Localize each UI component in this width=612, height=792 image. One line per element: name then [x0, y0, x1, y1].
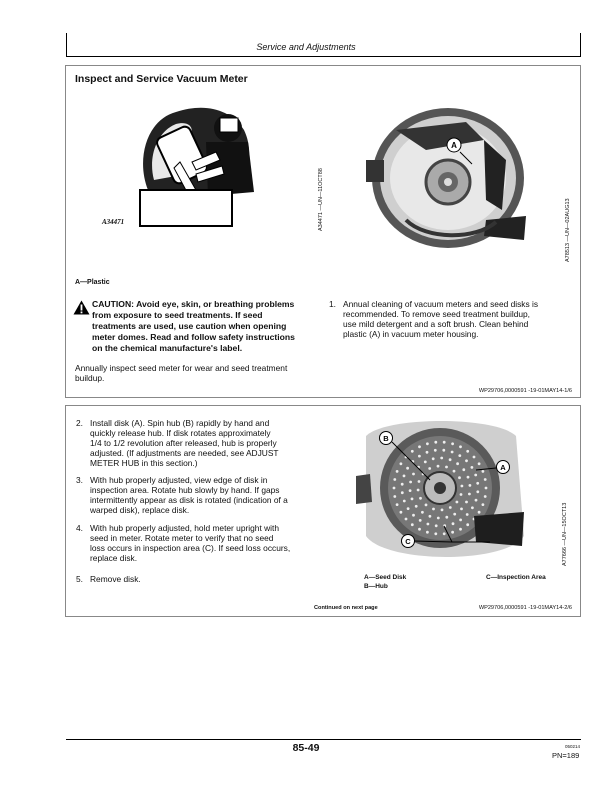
caution-line-3: treatments are used, use caution when opening [92, 321, 287, 331]
step-4-line-2: seed in meter. Rotate meter to verify that no seed [90, 533, 274, 543]
step-1-line-4: plastic (A) in vacuum meter housing. [343, 329, 479, 339]
step-2-line-2: quickly release hub. If disk rotates approximately [90, 428, 271, 438]
illustration-vertical-code: A34471 —UN—11OCT88 [318, 168, 324, 231]
section1-ref-code: WP29706,0000591 -19-01MAY14-1/6 [478, 388, 572, 394]
step-3 [76, 475, 336, 520]
step-3-line-3: intermittently appear as disk is rotated (indication of a [90, 495, 288, 505]
step-1-number: 1. [329, 299, 336, 309]
warning-icon [73, 300, 90, 315]
step-2-line-1: Install disk (A). Spin hub (B) rapidly by hand and [90, 418, 270, 428]
continued-note: Continued on next page [314, 605, 378, 611]
step-5 [76, 574, 336, 586]
legend-plastic: A—Plastic [75, 279, 110, 286]
legend-seed-disk: A—Seed Disk [364, 574, 407, 581]
step-2-line-3: 1/4 to 1/2 revolution after released, hub is properly [90, 438, 277, 448]
step-5-number: 5. [76, 574, 83, 584]
step-3-line-2: inspection area. Rotate hub slowly by hand. If gaps [90, 485, 280, 495]
section-inspect-vacuum-meter [65, 65, 581, 398]
vacuum-meter-photo [366, 100, 536, 250]
step-4-line-3: loss occurs in inspection area (C). If seed loss occurs, [90, 543, 291, 553]
photo-vertical-code: A78513 —UN—02AUG13 [565, 198, 571, 262]
illustration-code: A34471 [102, 218, 125, 226]
step-3-number: 3. [76, 475, 83, 485]
step-1-line-3: use mild detergent and a soft brush. Clean behind [343, 319, 529, 329]
step-3-line-4: warped disk), replace disk. [90, 505, 190, 515]
step-5-line-1: Remove disk. [90, 574, 141, 584]
step-2-line-4: adjusted. (If adjustments are needed, see ADJUST [90, 448, 279, 458]
callout-b: B [383, 434, 389, 443]
step-4 [76, 523, 336, 568]
step-2-number: 2. [76, 418, 83, 428]
running-header: Service and Adjustments [256, 42, 356, 52]
callout-c: C [405, 537, 411, 546]
step-2 [76, 418, 336, 473]
disk-photo-vertical-code: A77666 —UN—15OCT13 [562, 502, 568, 566]
seed-disk-photo [356, 416, 531, 566]
section-title: Inspect and Service Vacuum Meter [75, 73, 248, 85]
legend-hub: B—Hub [364, 583, 388, 590]
step-2-line-5: METER HUB in this section.) [90, 458, 198, 468]
caution-line-4: meter domes. Read and follow safety instructions [92, 332, 295, 342]
photo-callout-a: A [451, 141, 457, 150]
callout-a: A [500, 463, 506, 472]
section2-ref-code: WP29706,0000591 -19-01MAY14-2/6 [478, 605, 572, 611]
legend-inspection-area: C—Inspection Area [486, 574, 546, 581]
footer-small-code: 050214 [565, 744, 581, 749]
caution-line-2: from exposure to seed treatments. If seed [92, 310, 263, 320]
caution-line-5: on the chemical manufacture's label. [92, 343, 243, 353]
safety-illustration [136, 100, 266, 232]
page-number: 85-49 [292, 742, 320, 754]
step-1-line-1: Annual cleaning of vacuum meters and seed disks is [343, 299, 539, 309]
step-4-line-4: replace disk. [90, 553, 138, 563]
body-line-1: Annually inspect seed meter for wear and seed treatment [75, 363, 288, 373]
step-4-number: 4. [76, 523, 83, 533]
step-1-line-2: recommended. To remove seed treatment buildup, [343, 309, 530, 319]
step-4-line-1: With hub properly adjusted, hold meter upright with [90, 523, 280, 533]
step-3-line-1: With hub properly adjusted, view edge of disk in [90, 475, 268, 485]
body-line-2: buildup. [75, 373, 105, 383]
section-disk-inspection [65, 405, 581, 617]
footer-pn: PN=189 [552, 751, 580, 760]
header-bottom-rule [66, 56, 581, 57]
caution-line-1: CAUTION: Avoid eye, skin, or breathing problems [92, 299, 295, 309]
footer-rule [66, 739, 581, 740]
